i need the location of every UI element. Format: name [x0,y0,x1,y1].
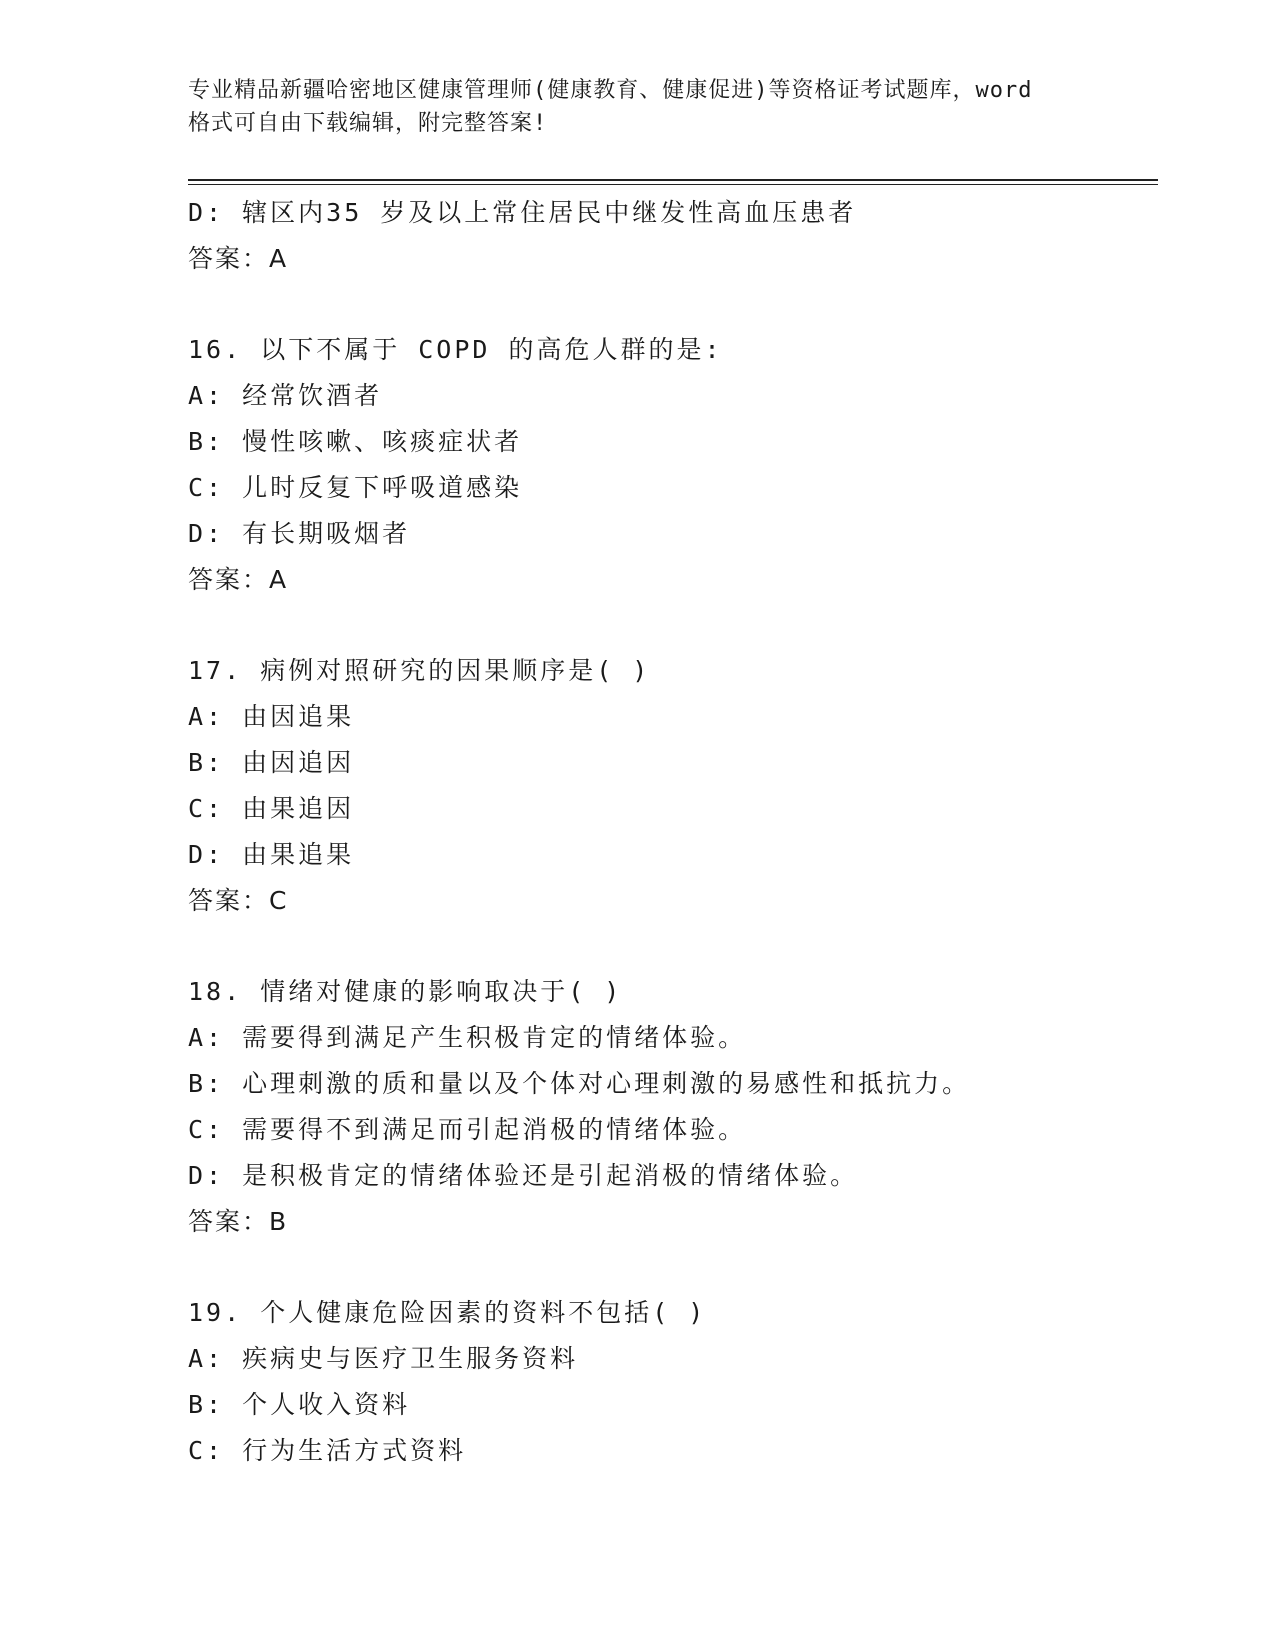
option-c: C: 需要得不到满足而引起消极的情绪体验。 [188,1115,747,1144]
question-stem: 17. 病例对照研究的因果顺序是( ) [188,656,651,685]
answer-line: 答案：A [188,565,289,594]
option-a: A: 由因追果 [188,702,355,731]
option-b: B: 由因追因 [188,748,355,777]
question-19 [188,1290,1158,1474]
question-stem: 19. 个人健康危险因素的资料不包括( ) [188,1298,707,1327]
question-stem: 18. 情绪对健康的影响取决于( ) [188,977,623,1006]
header-line-2: 格式可自由下载编辑，附完整答案! [188,111,548,136]
option-d: D: 辖区内35 岁及以上常住居民中继发性高血压患者 [188,198,857,227]
option-b: B: 心理刺激的质和量以及个体对心理刺激的易感性和抵抗力。 [188,1069,971,1098]
question-16 [188,327,1158,603]
answer-line: 答案：B [188,1207,289,1236]
option-c: C: 儿时反复下呼吸道感染 [188,473,523,502]
option-d: D: 由果追果 [188,840,355,869]
option-a: A: 经常饮酒者 [188,381,383,410]
question-list [188,190,1158,1474]
option-c: C: 由果追因 [188,794,355,823]
question-18 [188,969,1158,1245]
question-15-partial [188,190,1158,282]
answer-line: 答案：A [188,244,289,273]
option-b: B: 个人收入资料 [188,1390,411,1419]
header-line-1: 专业精品新疆哈密地区健康管理师(健康教育、健康促进)等资格证考试题库，word [188,78,1033,103]
option-a: A: 需要得到满足产生积极肯定的情绪体验。 [188,1023,747,1052]
option-c: C: 行为生活方式资料 [188,1436,467,1465]
question-stem: 16. 以下不属于 COPD 的高危人群的是: [188,335,723,364]
option-d: D: 是积极肯定的情绪体验还是引起消极的情绪体验。 [188,1161,859,1190]
option-a: A: 疾病史与医疗卫生服务资料 [188,1344,579,1373]
document-header [188,74,1088,140]
header-divider-thick [188,179,1158,181]
option-d: D: 有长期吸烟者 [188,519,411,548]
answer-line: 答案：C [188,886,289,915]
header-divider-thin [188,184,1158,185]
option-b: B: 慢性咳嗽、咳痰症状者 [188,427,523,456]
question-17 [188,648,1158,924]
